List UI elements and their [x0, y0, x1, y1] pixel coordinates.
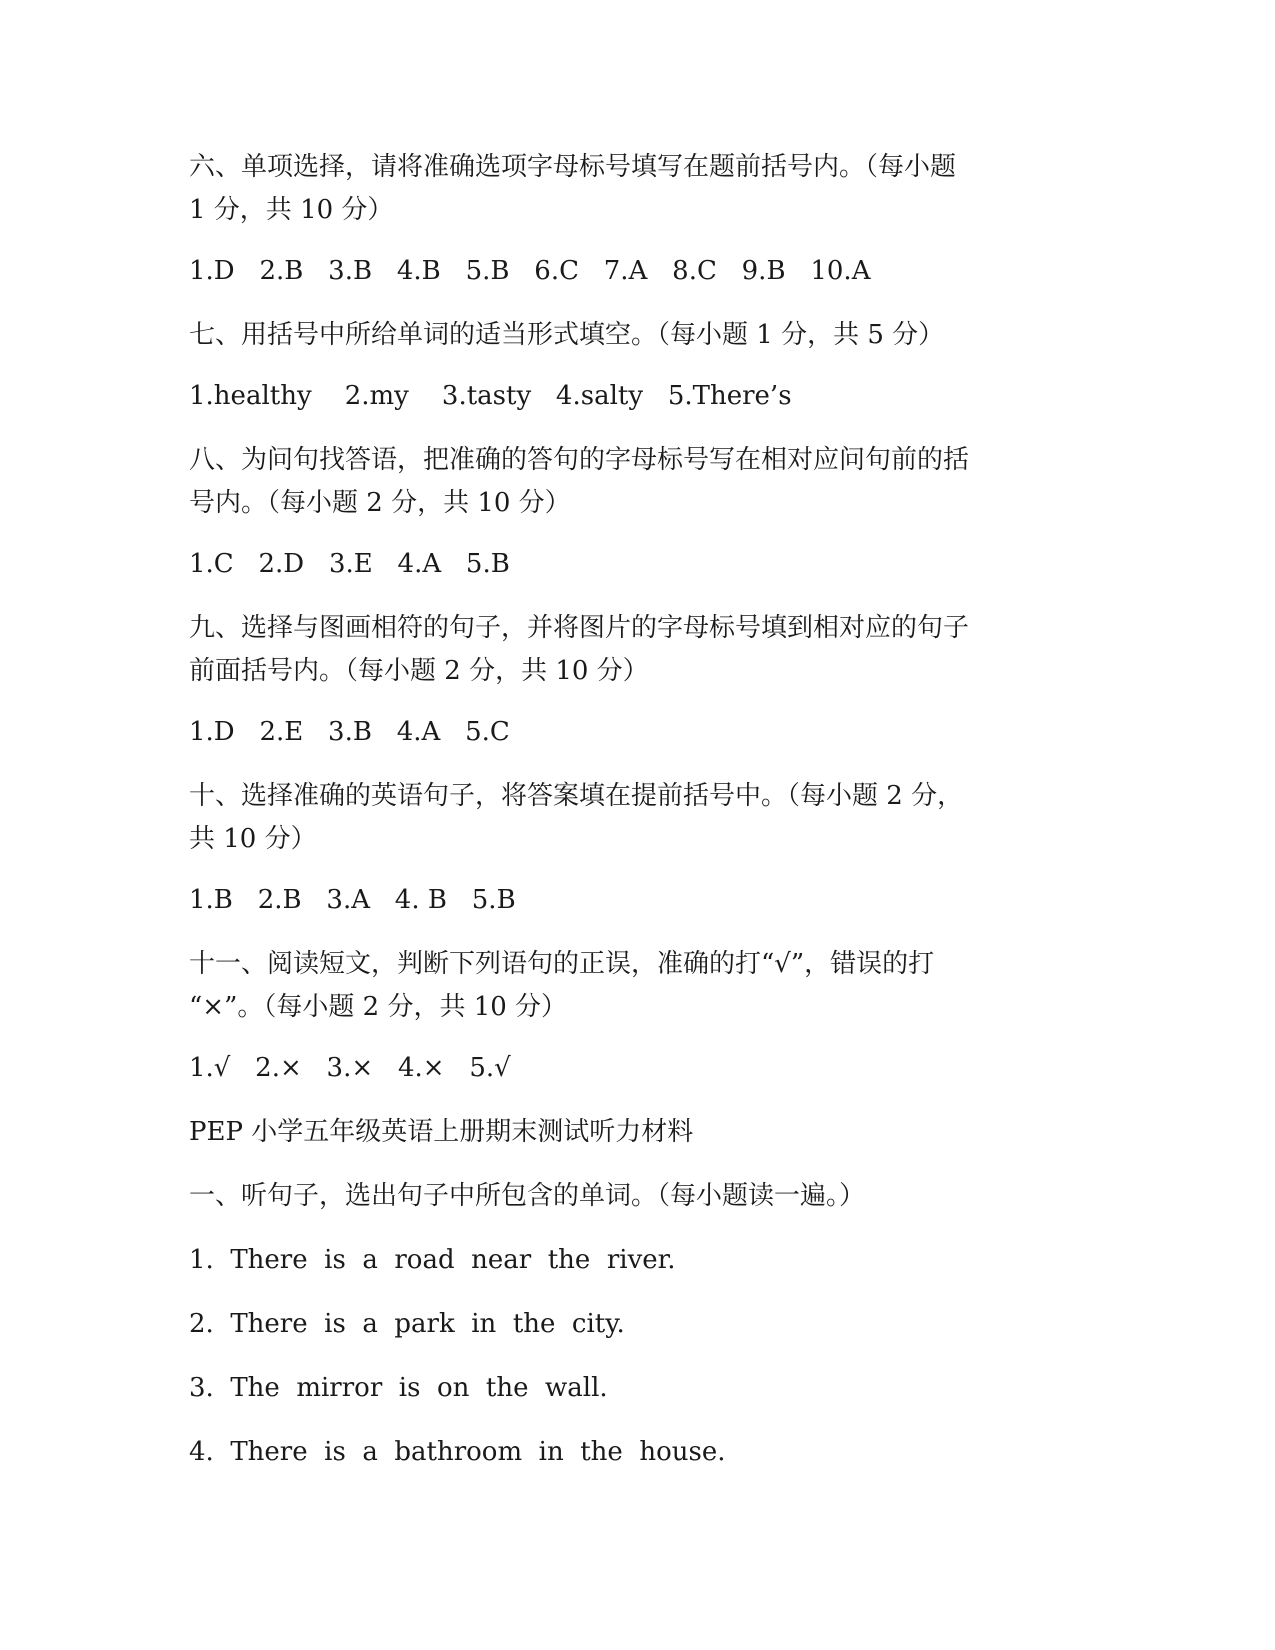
section-11-heading: 十一、阅读短文，判断下列语句的正误，准确的打“√”，错误的打	[189, 949, 935, 979]
listening-sentence-3: 3. The mirror is on the wall.	[189, 1373, 608, 1403]
section-9-answers: 1.D 2.E 3.B 4.A 5.C	[189, 717, 510, 747]
section-6-answers: 1.D 2.B 3.B 4.B 5.B 6.C 7.A 8.C 9.B 10.A	[189, 256, 871, 286]
section-7-answers: 1.healthy 2.my 3.tasty 4.salty 5.There’s	[189, 381, 792, 411]
section-6-heading-cont: 1 分，共 10 分）	[189, 195, 394, 225]
listening-sentence-2: 2. There is a park in the city.	[189, 1309, 625, 1339]
listening-sentence-4: 4. There is a bathroom in the house.	[189, 1437, 726, 1467]
section-7-heading: 七、用括号中所给单词的适当形式填空。（每小题 1 分，共 5 分）	[189, 320, 945, 350]
listening-material-title: PEP 小学五年级英语上册期末测试听力材料	[189, 1117, 694, 1147]
listening-sentence-1: 1. There is a road near the river.	[189, 1245, 676, 1275]
listening-section-1-heading: 一、听句子，选出句子中所包含的单词。（每小题读一遍。）	[189, 1181, 866, 1211]
section-10-heading-cont: 共 10 分）	[189, 824, 317, 854]
section-11-heading-cont: “×”。（每小题 2 分，共 10 分）	[189, 992, 568, 1022]
section-9-heading-cont: 前面括号内。（每小题 2 分，共 10 分）	[189, 656, 649, 686]
document-page	[189, 146, 1069, 1495]
section-8-heading: 八、为问句找答语，把准确的答句的字母标号写在相对应问句前的括	[189, 445, 970, 475]
section-6-heading: 六、单项选择，请将准确选项字母标号填写在题前括号内。（每小题	[189, 152, 957, 182]
section-11-answers: 1.√ 2.× 3.× 4.× 5.√	[189, 1053, 511, 1083]
section-9-heading: 九、选择与图画相符的句子，并将图片的字母标号填到相对应的句子	[189, 613, 970, 643]
section-8-answers: 1.C 2.D 3.E 4.A 5.B	[189, 549, 510, 579]
section-10-answers: 1.B 2.B 3.A 4. B 5.B	[189, 885, 516, 915]
section-10-heading: 十、选择准确的英语句子，将答案填在提前括号中。（每小题 2 分，	[189, 781, 964, 811]
section-8-heading-cont: 号内。（每小题 2 分，共 10 分）	[189, 488, 571, 518]
